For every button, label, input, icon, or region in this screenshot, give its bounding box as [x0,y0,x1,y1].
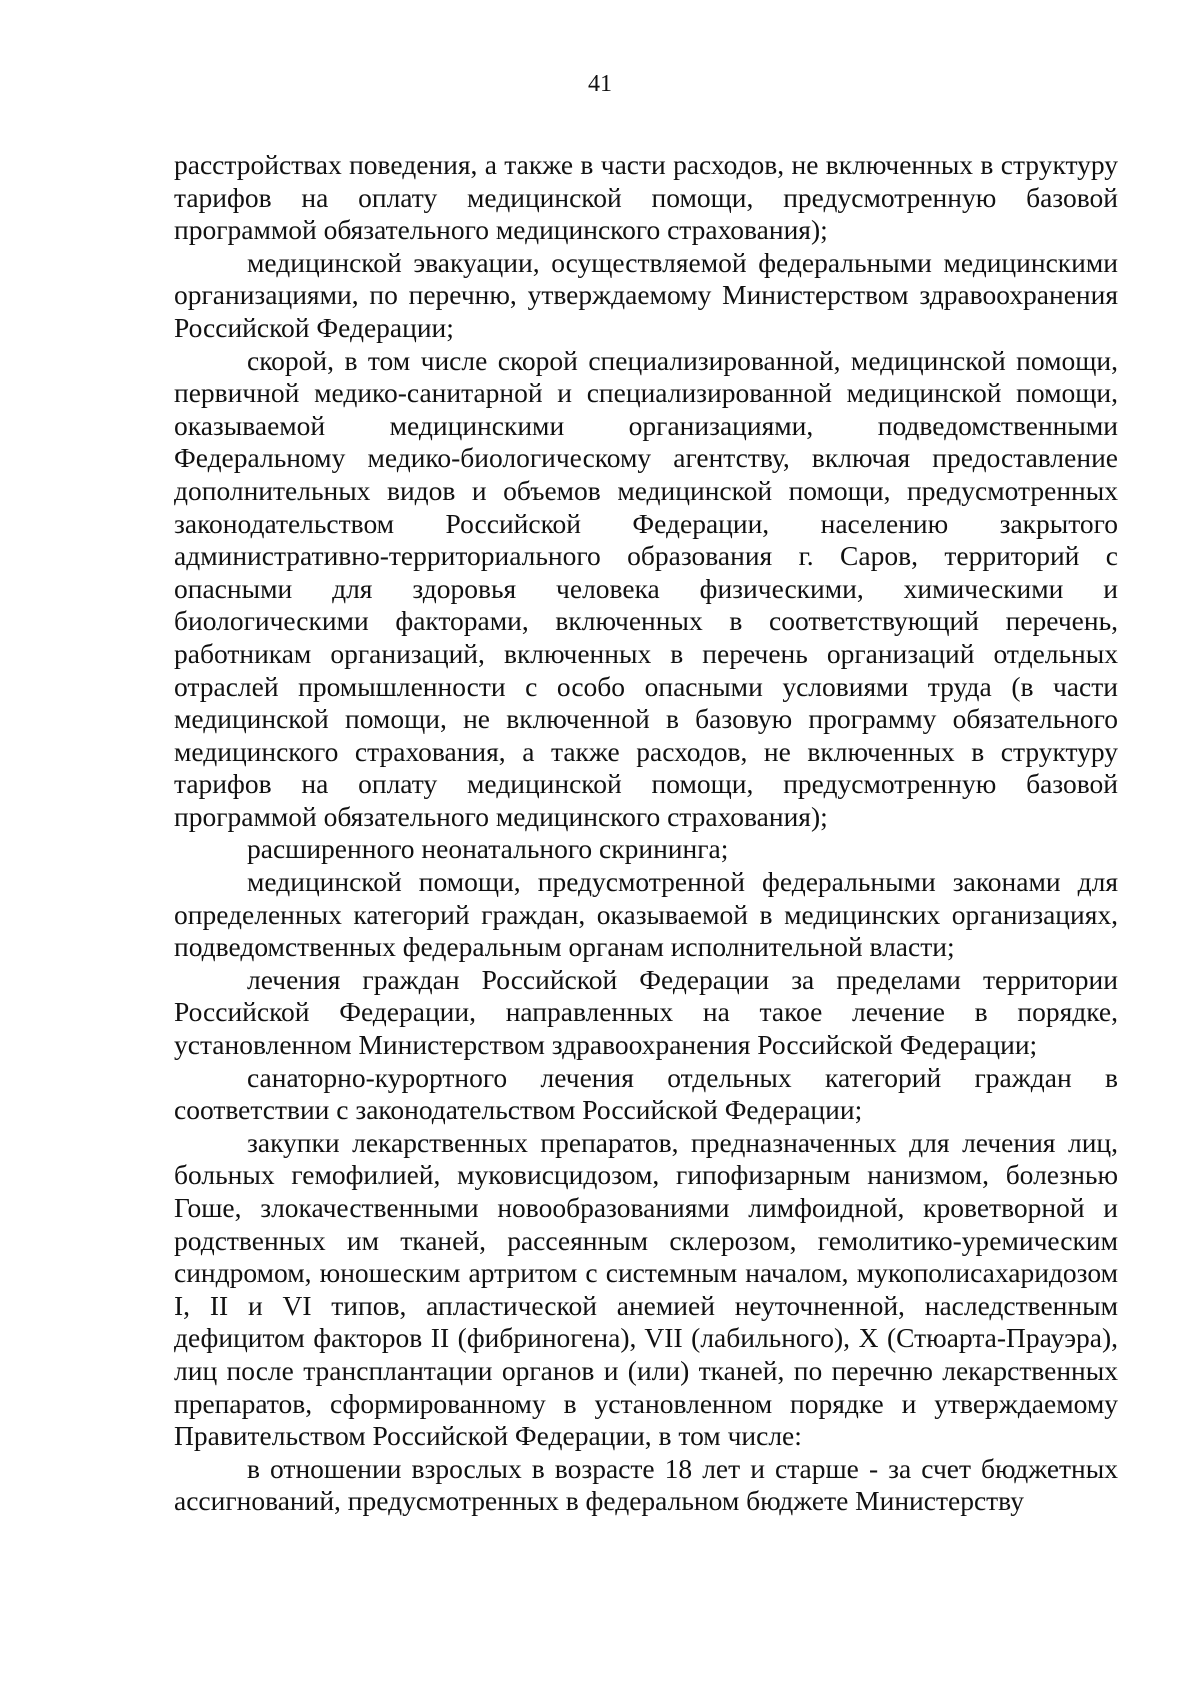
paragraph-adults-18: в отношении взрослых в возрасте 18 лет и старше - за счет бюджетных ассигнований, предусмотренных в федеральном бюджете Министерству [174,1452,1118,1517]
paragraph-emergency-care: скорой, в том числе скорой специализированной, медицинской помощи, первичной медико-санитарной и специализированной медицинской помощи, оказываемой медицинскими организациями, подведомственными Федеральному медико-биологическому агентству, включая предоставление дополнительных видов и объемов медицинской помощи, предусмотренных законодательством Российской Федерации, населению закрытого административно-территориального образования г. Саров, территорий с опасными для здоровья человека физическими, химическими и биологическими факторами, включенных в соответствующий перечень, работникам организаций, включенных в перечень организаций отдельных отраслей промышленности с особо опасными условиями труда (в части медицинской помощи, не включенной в базовую программу обязательного медицинского страхования, а также расходов, не включенных в структуру тарифов на оплату медицинской помощи, предусмотренную базовой программой обязательного медицинского страхования); [174,344,1118,832]
paragraph-neonatal-screening: расширенного неонатального скрининга; [247,833,729,865]
paragraph-medical-evacuation: медицинской эвакуации, осуществляемой федеральными медицинскими организациями, по перечню, утверждаемому Министерством здравоохранения Российской Федерации; [174,246,1118,343]
paragraph-treatment-abroad: лечения граждан Российской Федерации за пределами территории Российской Федерации, направленных на такое лечение в порядке, установленном Министерством здравоохранения Российской Федерации; [174,963,1118,1061]
document-body [174,149,1118,1518]
paragraph-continuation: расстройствах поведения, а также в части расходов, не включенных в структуру тарифов на оплату медицинской помощи, предусмотренную базовой программой обязательного медицинского страхования); [174,149,1118,246]
page-number: 41 [588,71,612,97]
paragraph-sanatorium-treatment: санаторно-курортного лечения отдельных категорий граждан в соответствии с законодательством Российской Федерации; [174,1061,1118,1126]
paragraph-drug-procurement: закупки лекарственных препаратов, предназначенных для лечения лиц, больных гемофилией, муковисцидозом, гипофизарным нанизмом, болезнью Гоше, злокачественными новообразованиями лимфоидной, кроветворной и родственных им тканей, рассеянным склерозом, гемолитико-уремическим синдромом, юношеским артритом с системным началом, мукополисахаридозом I, II и VI типов, апластической анемией неуточненной, наследственным дефицитом факторов II (фибриногена), VII (лабильного), X (Стюарта-Прауэра), лиц после трансплантации органов и (или) тканей, по перечню лекарственных препаратов, сформированному в установленном порядке и утверждаемому Правительством Российской Федерации, в том числе: [174,1126,1118,1452]
paragraph-federal-laws-care: медицинской помощи, предусмотренной федеральными законами для определенных категорий граждан, оказываемой в медицинских организациях, подведомственных федеральным органам исполнительной власти; [174,866,1118,963]
